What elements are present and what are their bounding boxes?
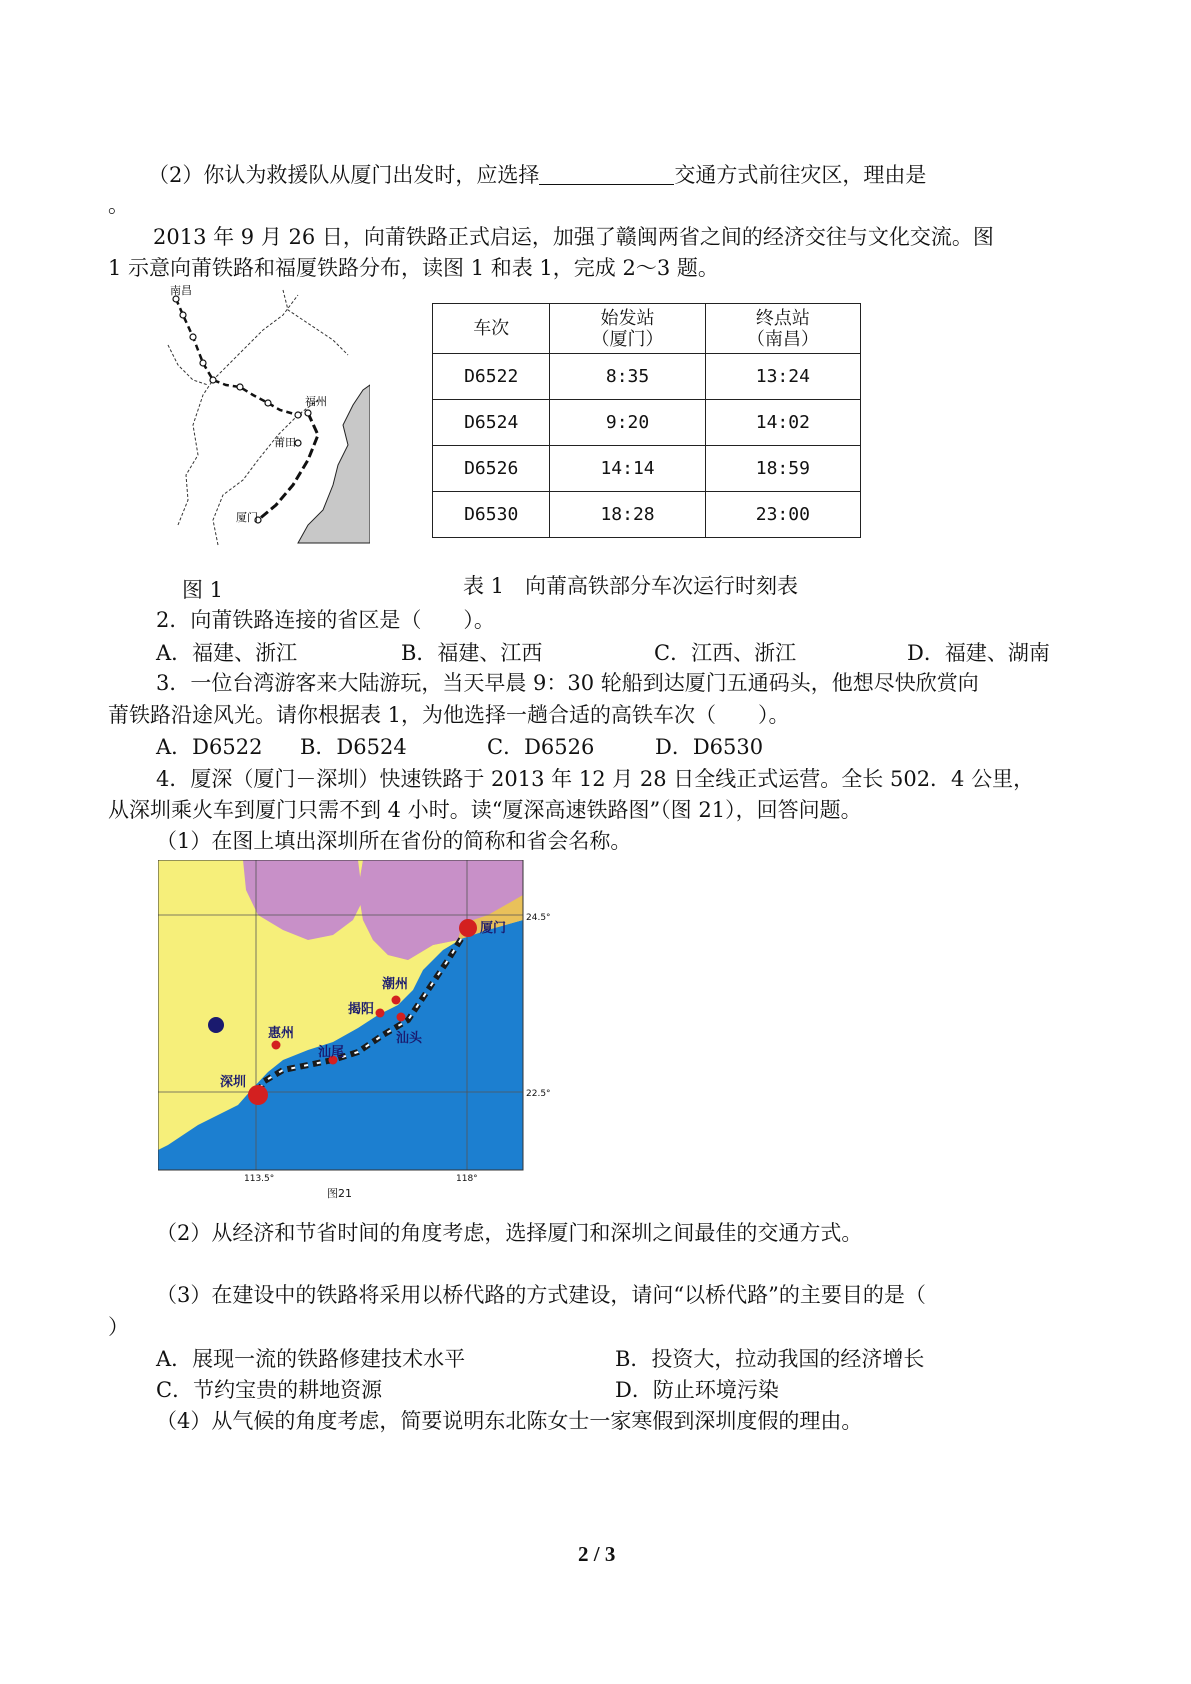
xiangpu-railway xyxy=(176,299,308,415)
fig21-caption: 图21 xyxy=(327,1187,352,1200)
fuxia-railway xyxy=(258,413,318,520)
station-dot xyxy=(190,334,196,340)
cell-arrive: 13:24 xyxy=(705,354,860,400)
station-dot xyxy=(180,312,186,318)
question-4-part3-line2: ） xyxy=(108,1315,129,1339)
intro-line2: 1 示意向莆铁路和福厦铁路分布，读图 1 和表 1，完成 2～3 题。 xyxy=(108,256,719,280)
fig1-label-fuzhou: 福州 xyxy=(305,395,327,408)
q2-prev-line1: （2）你认为救援队从厦门出发时，应选择 交通方式前往灾区，理由是 xyxy=(148,163,927,187)
station-dot xyxy=(237,384,243,390)
cell-depart: 18:28 xyxy=(550,492,705,538)
intro-line1: 2013 年 9 月 26 日，向莆铁路正式启运，加强了赣闽两省之间的经济交往与文化交流。图 xyxy=(153,225,994,249)
table-header-row xyxy=(433,304,861,354)
header-destination: 终点站 （南昌） xyxy=(705,304,860,354)
timetable-table xyxy=(432,303,861,538)
cell-arrive: 14:02 xyxy=(705,400,860,446)
figure-1-map xyxy=(158,285,370,547)
city-dot-huizhou xyxy=(272,1041,281,1050)
cell-depart: 14:14 xyxy=(550,446,705,492)
question-4-line1: 4．厦深（厦门－深圳）快速铁路于 2013 年 12 月 28 日全线正式运营。全长 502．4 公里， xyxy=(156,767,1035,791)
capital-dot xyxy=(208,1017,224,1033)
label-shanwei: 汕尾 xyxy=(318,1045,345,1060)
fig1-label-putian: 莆田 xyxy=(274,436,296,449)
cell-train: D6522 xyxy=(433,354,550,400)
cell-train: D6524 xyxy=(433,400,550,446)
fig1-label-xiamen: 厦门 xyxy=(236,511,258,524)
province-boundary xyxy=(283,290,348,355)
table-row xyxy=(433,446,861,492)
header-origin: 始发站 （厦门） xyxy=(550,304,705,354)
sea-area xyxy=(298,385,370,543)
station-dot xyxy=(305,410,311,416)
q3-option-b[interactable]: B．D6524 xyxy=(300,735,407,759)
q2-option-d[interactable]: D．福建、湖南 xyxy=(907,641,1050,665)
question-4-line2: 从深圳乘火车到厦门只需不到 4 小时。读“厦深高速铁路图”（图 21），回答问题。 xyxy=(108,798,862,822)
q4-3-option-a[interactable]: A．展现一流的铁路修建技术水平 xyxy=(156,1347,466,1371)
answer-blank[interactable] xyxy=(539,162,674,185)
label-jieyang: 揭阳 xyxy=(348,1002,375,1017)
lon-label-113-5: 113.5° xyxy=(244,1174,275,1184)
city-dot-xiamen xyxy=(459,919,477,937)
q2-option-c[interactable]: C．江西、浙江 xyxy=(654,641,797,665)
fig1-label-nanchang: 南昌 xyxy=(170,285,192,297)
cell-train: D6530 xyxy=(433,492,550,538)
table-row xyxy=(433,492,861,538)
table-row xyxy=(433,354,861,400)
q3-option-a[interactable]: A．D6522 xyxy=(156,735,263,759)
table1-caption: 表 1 向莆高铁部分车次运行时刻表 xyxy=(463,574,799,598)
q4-3-option-c[interactable]: C．节约宝贵的耕地资源 xyxy=(156,1378,383,1402)
cell-depart: 8:35 xyxy=(550,354,705,400)
q3-option-d[interactable]: D．D6530 xyxy=(655,735,764,759)
q2-option-a[interactable]: A．福建、浙江 xyxy=(156,641,298,665)
label-shenzhen: 深圳 xyxy=(220,1075,247,1090)
lat-label-22-5: 22.5° xyxy=(526,1089,551,1099)
page-number: 2 / 3 xyxy=(578,1542,616,1566)
label-huizhou: 惠州 xyxy=(268,1026,295,1041)
q4-3-option-b[interactable]: B．投资大，拉动我国的经济增长 xyxy=(615,1347,925,1371)
q2-option-b[interactable]: B．福建、江西 xyxy=(401,641,543,665)
q3-option-c[interactable]: C．D6526 xyxy=(487,735,595,759)
q2-prev-line2: 。 xyxy=(108,193,129,217)
lon-label-118: 118° xyxy=(456,1174,478,1184)
cell-train: D6526 xyxy=(433,446,550,492)
question-3-line1: 3．一位台湾游客来大陆游玩，当天早晨 9：30 轮船到达厦门五通码头，他想尽快欣赏向 xyxy=(156,671,979,695)
question-4-part1: （1）在图上填出深圳所在省份的简称和省会名称。 xyxy=(156,829,632,853)
label-shantou: 汕头 xyxy=(396,1031,423,1046)
question-3-line2: 莆铁路沿途风光。请你根据表 1，为他选择一趟合适的高铁车次（ ）。 xyxy=(108,703,790,727)
label-xiamen: 厦门 xyxy=(480,921,507,936)
label-chaozhou: 潮州 xyxy=(382,977,409,992)
fig1-caption: 图 1 xyxy=(182,578,224,602)
question-4-part3-line1: （3）在建设中的铁路将采用以桥代路的方式建设，请问“以桥代路”的主要目的是（ xyxy=(156,1283,926,1307)
province-boundary xyxy=(213,400,318,545)
cell-depart: 9:20 xyxy=(550,400,705,446)
question-4-part2: （2）从经济和节省时间的角度考虑，选择厦门和深圳之间最佳的交通方式。 xyxy=(156,1221,863,1245)
station-dot xyxy=(265,400,271,406)
table-row xyxy=(433,400,861,446)
lat-label-24-5: 24.5° xyxy=(526,913,551,923)
header-train: 车次 xyxy=(433,304,550,354)
cell-arrive: 23:00 xyxy=(705,492,860,538)
city-dot-shantou xyxy=(397,1013,406,1022)
station-dot xyxy=(210,377,216,383)
question-4-part4: （4）从气候的角度考虑，简要说明东北陈女士一家寒假到深圳度假的理由。 xyxy=(156,1409,863,1433)
figure-21-map xyxy=(158,860,558,1185)
station-dot xyxy=(200,360,206,366)
city-dot-shenzhen xyxy=(248,1085,268,1105)
station-dot xyxy=(295,412,301,418)
cell-arrive: 18:59 xyxy=(705,446,860,492)
city-dot-chaozhou xyxy=(392,996,401,1005)
q4-3-option-d[interactable]: D．防止环境污染 xyxy=(615,1378,779,1402)
city-dot-jieyang xyxy=(376,1009,385,1018)
question-2-stem: 2．向莆铁路连接的省区是（ ）。 xyxy=(156,608,495,632)
